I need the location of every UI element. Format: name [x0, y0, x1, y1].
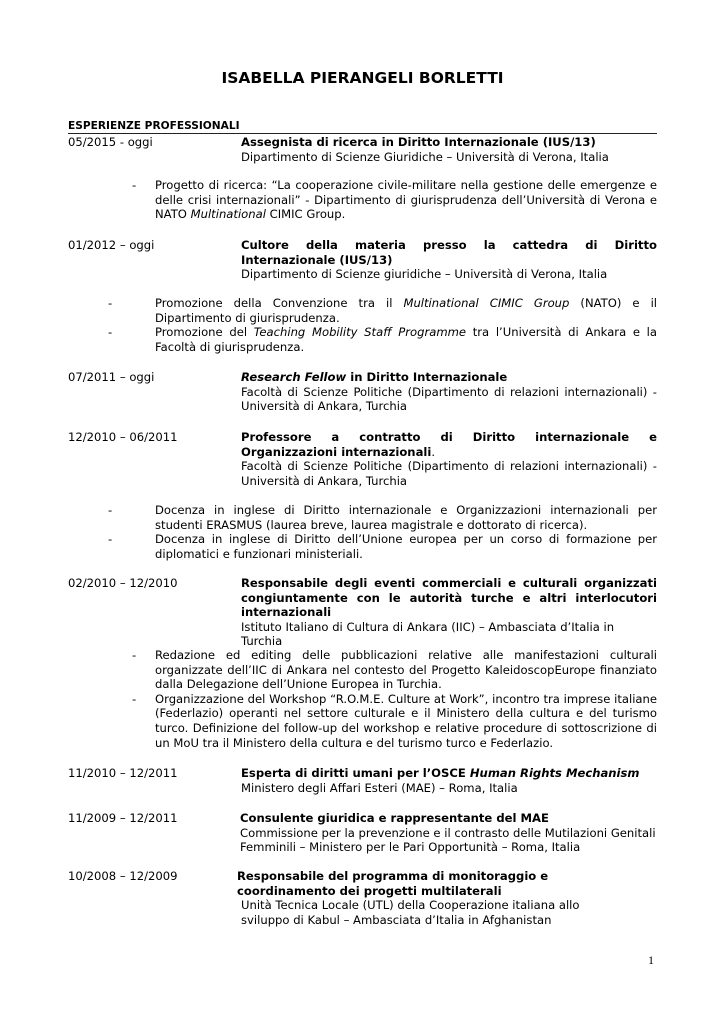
bullet-text: Docenza in inglese di Diritto dell’Unione europea per un corso di formazione per diplomatici e funzionari ministeriali. — [155, 532, 657, 561]
entry-block — [241, 370, 657, 414]
entry-date: 07/2011 – oggi — [68, 370, 155, 384]
entry-date: 12/2010 – 06/2011 — [68, 430, 178, 444]
entry-role: Assegnista di ricerca in Diritto Internazionale (IUS/13) — [241, 135, 596, 149]
entry-block — [237, 869, 567, 898]
bullet-dash: - — [132, 691, 137, 706]
entry-role: Consulente giuridica e rappresentante del MAE — [240, 811, 549, 825]
bullet-emphasis: Teaching Mobility Staff Programme — [253, 325, 467, 340]
bullet-emphasis: Multinational CIMIC Group — [403, 296, 570, 310]
entry-date: 11/2009 – 12/2011 — [68, 811, 178, 825]
entry-block — [241, 766, 657, 795]
entry-org: Facoltà di Scienze Politiche (Dipartimento di relazioni internazionali) - Università di Ankara, Turchia — [241, 459, 657, 488]
section-title: ESPERIENZE PROFESSIONALI — [68, 120, 240, 132]
role-text: in Diritto Internazionale — [346, 370, 508, 384]
bullet-dash: - — [132, 178, 137, 192]
entry-role — [241, 766, 657, 781]
bullet-item — [108, 325, 657, 354]
bullet-text: tra l’Università di Ankara e la Facoltà di giurisprudenza. — [155, 325, 657, 354]
bullet-text: Organizzazione del Workshop “R.O.M.E. Culture at Work”, incontro tra imprese italiane (Federlazio) operanti nel settore culturale e il Ministero della cultura e del turismo turco. Definizione del follow-up del workshop e relative procedure di sottoscrizione di un MoU tra il Ministero della cultura e del turismo turco e Federlazio. — [155, 691, 657, 750]
entry-role: Responsabile del programma di monitoraggio e coordinamento dei progetti multilaterali — [237, 869, 549, 898]
entry-org: Istituto Italiano di Cultura di Ankara (IIC) – Ambasciata d’Italia in Turchia — [241, 619, 615, 649]
bullet-item — [108, 178, 657, 222]
page-number: 1 — [648, 953, 654, 967]
entry-block — [241, 576, 657, 649]
bullet-text: Promozione della Convenzione tra il — [155, 296, 404, 310]
bullet-text: CIMIC Group. — [265, 207, 346, 222]
bullet-item — [108, 648, 657, 692]
bullet-text: Progetto di ricerca: “La cooperazione civile-militare nella gestione delle emergenze e delle crisi internazionali” - Dipartimento di giurisprudenza dell’Università di Verona e NATO — [155, 178, 657, 222]
bullet-dash: - — [108, 325, 113, 340]
role-text: Esperta di diritti umani per l’OSCE — [241, 766, 470, 780]
bullet-dash: - — [132, 648, 137, 662]
bullet-list — [108, 648, 657, 750]
bullet-item — [108, 532, 657, 561]
entry-org: Commissione per la prevenzione e il contrasto delle Mutilazioni Genitali Femminili – Ministero per le Pari Opportunità – Roma, Italia — [240, 825, 656, 855]
role-emphasis: Human Rights Mechanism — [469, 766, 640, 780]
bullet-text: (NATO) e il Dipartimento di giurisprudenza. — [155, 296, 658, 325]
entry-org: Unità Tecnica Locale (UTL) della Cooperazione italiana allo sviluppo di Kabul – Ambasciata d’Italia in Afghanistan — [241, 898, 580, 927]
bullet-dash: - — [108, 532, 113, 547]
entry-org: Ministero degli Affari Esteri (MAE) – Roma, Italia — [241, 780, 518, 795]
entry-date: 11/2010 – 12/2011 — [68, 766, 178, 780]
entry-block — [241, 135, 657, 164]
entry-role — [241, 370, 657, 385]
entry-block — [241, 238, 657, 282]
section-rule — [68, 133, 657, 134]
entry-date: 05/2015 - oggi — [68, 135, 153, 149]
bullet-dash: - — [108, 296, 113, 310]
bullet-item — [108, 296, 657, 325]
bullet-item — [108, 503, 657, 532]
bullet-text: Promozione del — [155, 325, 254, 340]
bullet-text: Redazione ed editing delle pubblicazioni relative alle manifestazioni culturali organizzate dell’IIC di Ankara nel contesto del Progetto KaleidoscopEurope finanziato dalla Delegazione dell’Unione Europea in Turchia. — [155, 648, 657, 692]
entry-org: Dipartimento di Scienze giuridiche – Università di Verona, Italia — [241, 267, 608, 282]
entry-date: 10/2008 – 12/2009 — [68, 869, 178, 883]
entry-org: Dipartimento di Scienze Giuridiche – Università di Verona, Italia — [241, 149, 609, 164]
bullet-list — [108, 296, 657, 354]
bullet-list — [108, 178, 657, 222]
entry-role — [241, 430, 657, 459]
entry-block — [240, 811, 656, 855]
role-text: Professore a contratto di Diritto internazionale e Organizzazioni internazionali — [241, 430, 657, 459]
entry-org-block — [241, 898, 631, 927]
bullet-text: Docenza in inglese di Diritto internazionale e Organizzazioni internazionali per studenti ERASMUS (laurea breve, laurea magistrale e dottorato di ricerca). — [155, 503, 657, 532]
bullet-list — [108, 503, 657, 561]
bullet-emphasis: Multinational — [190, 207, 266, 222]
bullet-item — [108, 692, 657, 750]
role-suffix: . — [431, 444, 436, 459]
entry-role: Responsabile degli eventi commerciali e culturali organizzati congiuntamente con le autorità turche e altri interlocutori internazionali — [241, 576, 657, 620]
cv-name: ISABELLA PIERANGELI BORLETTI — [221, 69, 504, 87]
entry-date: 02/2010 – 12/2010 — [68, 576, 178, 590]
entry-role: Cultore della materia presso la cattedra di Diritto Internazionale (IUS/13) — [241, 238, 657, 267]
role-emphasis: Research Fellow — [241, 370, 347, 384]
entry-date: 01/2012 – oggi — [68, 238, 155, 252]
entry-org: Facoltà di Scienze Politiche (Dipartimento di relazioni internazionali) - Università di Ankara, Turchia — [241, 384, 657, 414]
bullet-dash: - — [108, 503, 113, 517]
entry-block — [241, 430, 657, 488]
